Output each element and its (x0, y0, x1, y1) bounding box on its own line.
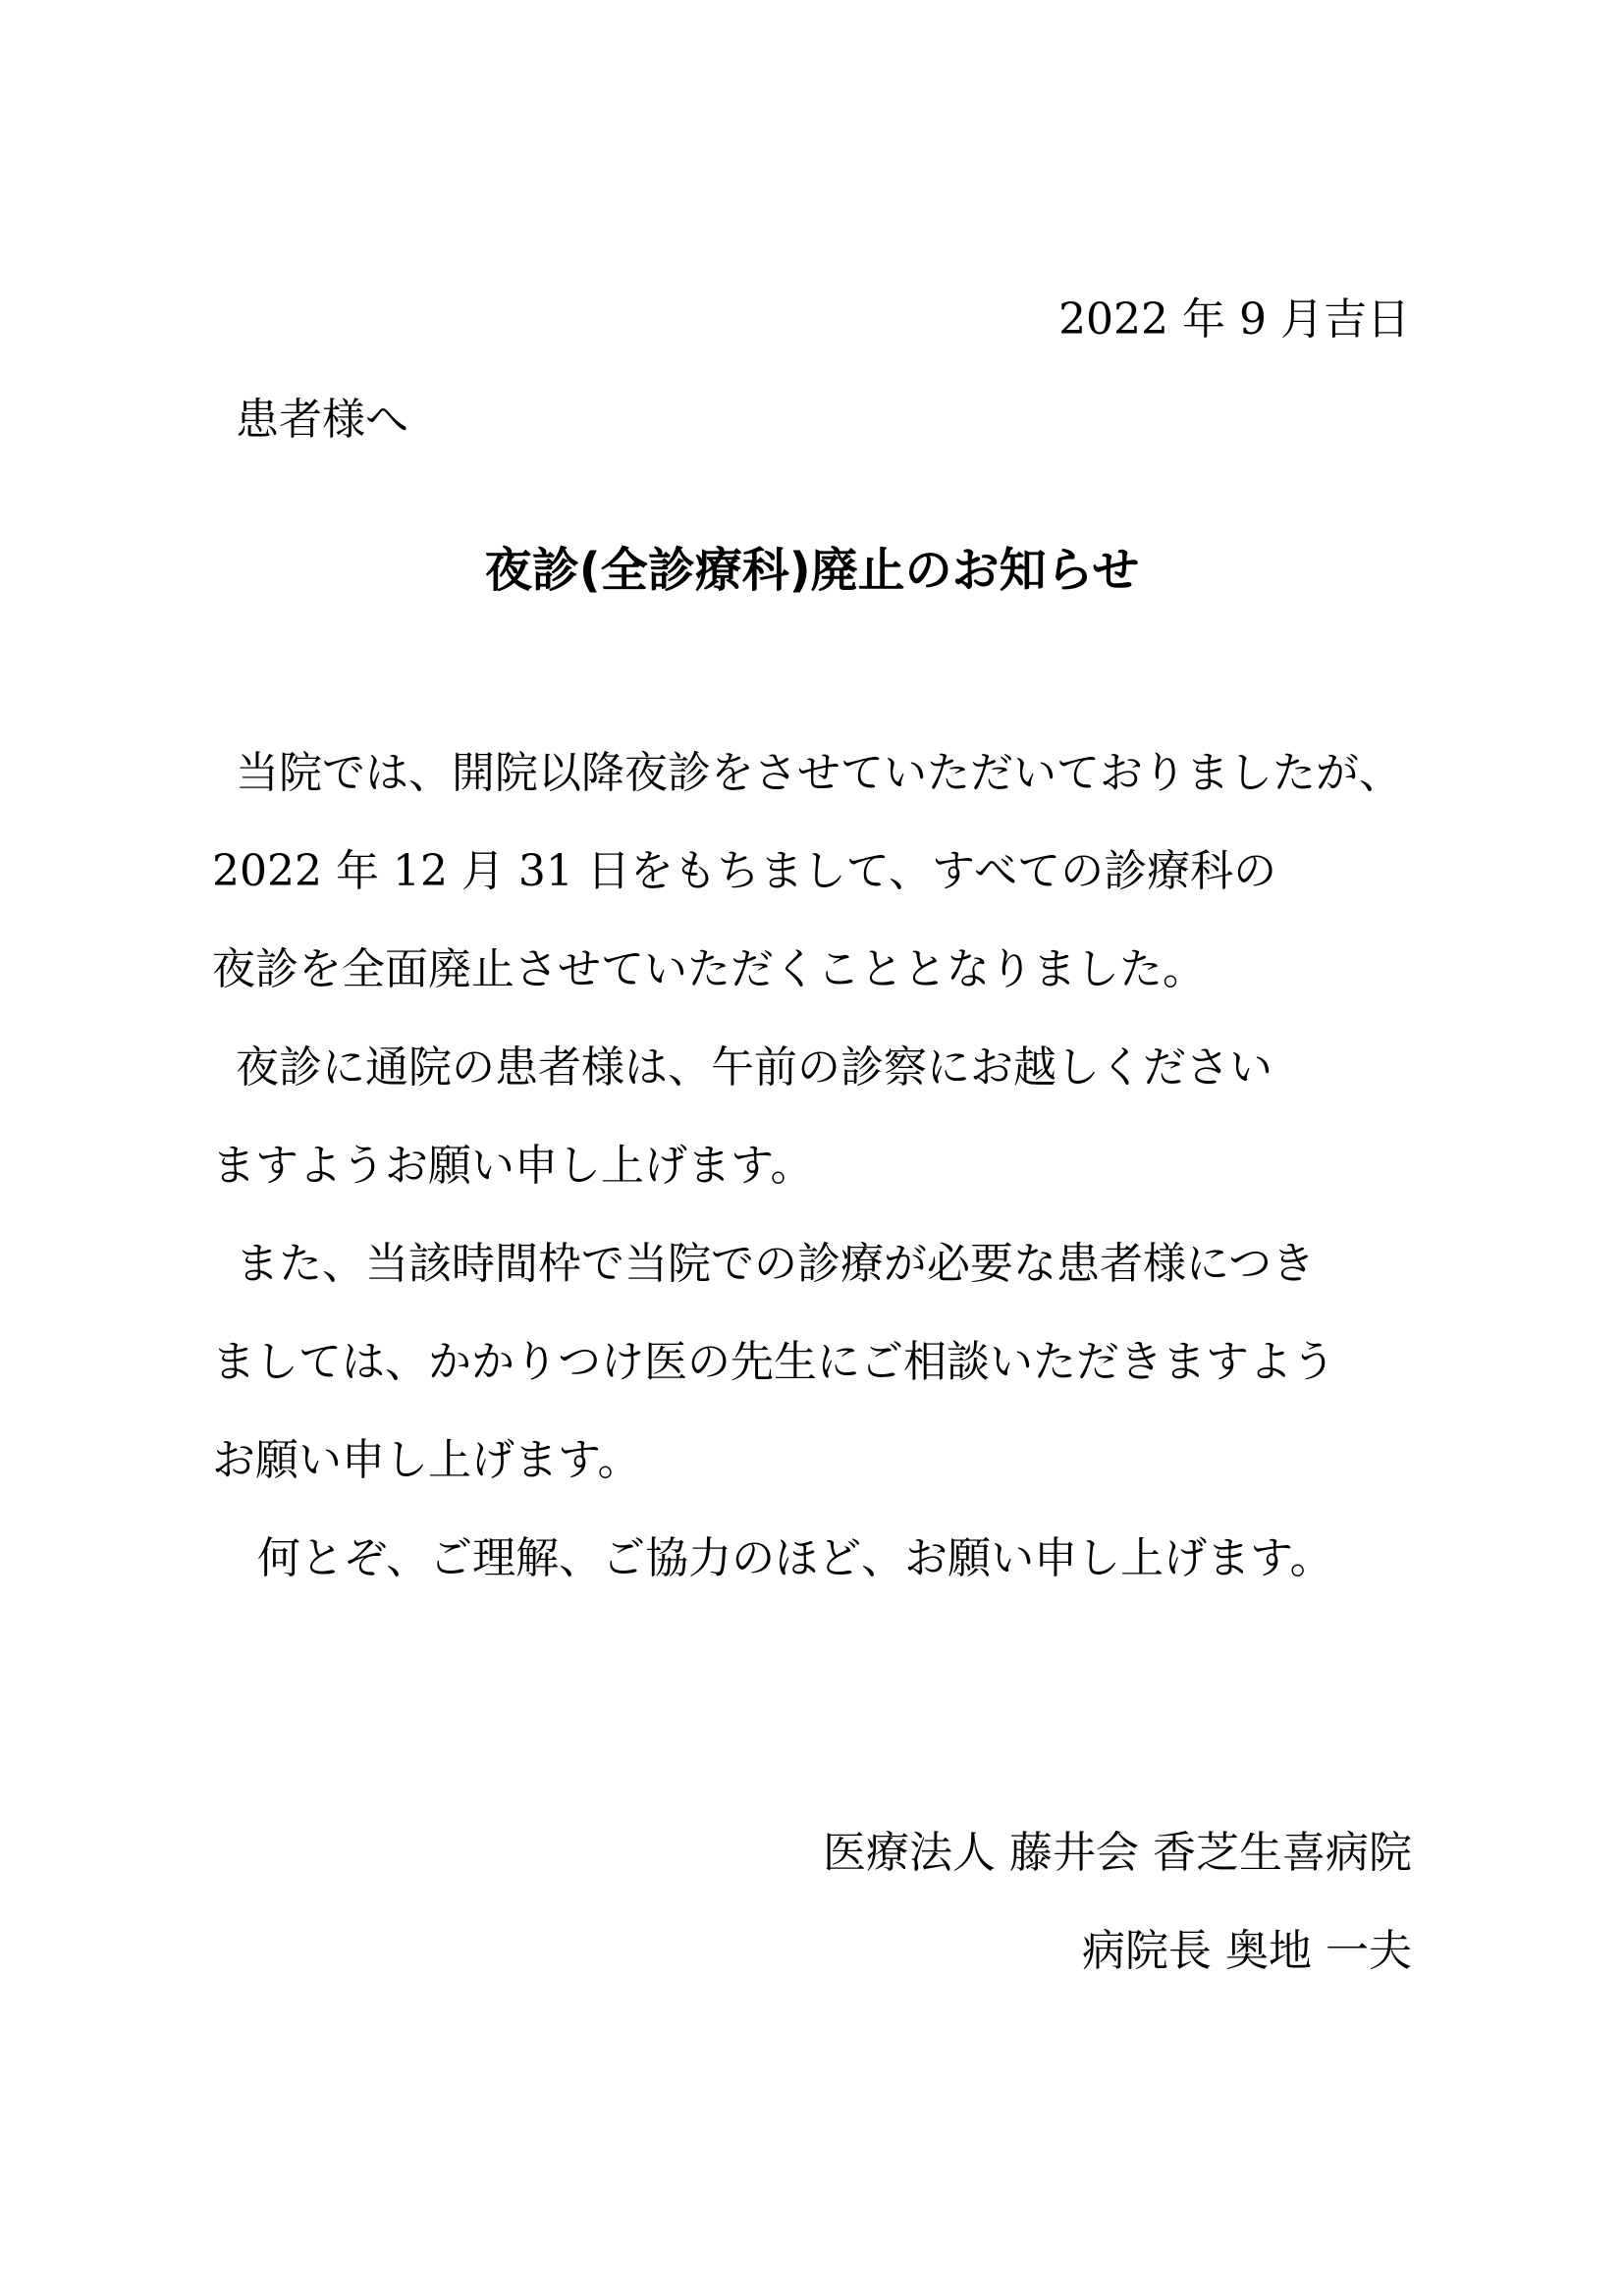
notice-title: 夜診(全診療科)廃止のお知らせ (484, 543, 1140, 598)
body-line-2: 2022 年 12 月 31 日をもちまして、すべての診療科の (212, 846, 1277, 896)
body-line-5: ますようお願い申し上げます。 (212, 1141, 814, 1191)
signature-director: 病院長 奥地 一夫 (1082, 1926, 1412, 1976)
signature-organization: 医療法人 藤井会 香芝生喜病院 (823, 1828, 1412, 1878)
body-line-8: お願い申し上げます。 (212, 1435, 641, 1485)
addressee: 患者様へ (236, 395, 408, 445)
body-line-3: 夜診を全面廃止させていただくこととなりました。 (212, 944, 1206, 994)
body-line-9: 何とぞ、ご理解、ご協力のほど、お願い申し上げます。 (257, 1533, 1333, 1583)
body-line-1: 当院では、開院以降夜診をさせていただいておりましたが、 (236, 748, 1402, 798)
body-line-4: 夜診に通院の患者様は、午前の診察にお越しください (236, 1042, 1272, 1093)
body-line-6: また、当該時間枠で当院での診療が必要な患者様につき (236, 1239, 1316, 1289)
notice-date: 2022 年 9 月吉日 (1058, 294, 1410, 345)
body-line-7: ましては、かかりつけ医の先生にご相談いただきますよう (212, 1337, 1335, 1387)
